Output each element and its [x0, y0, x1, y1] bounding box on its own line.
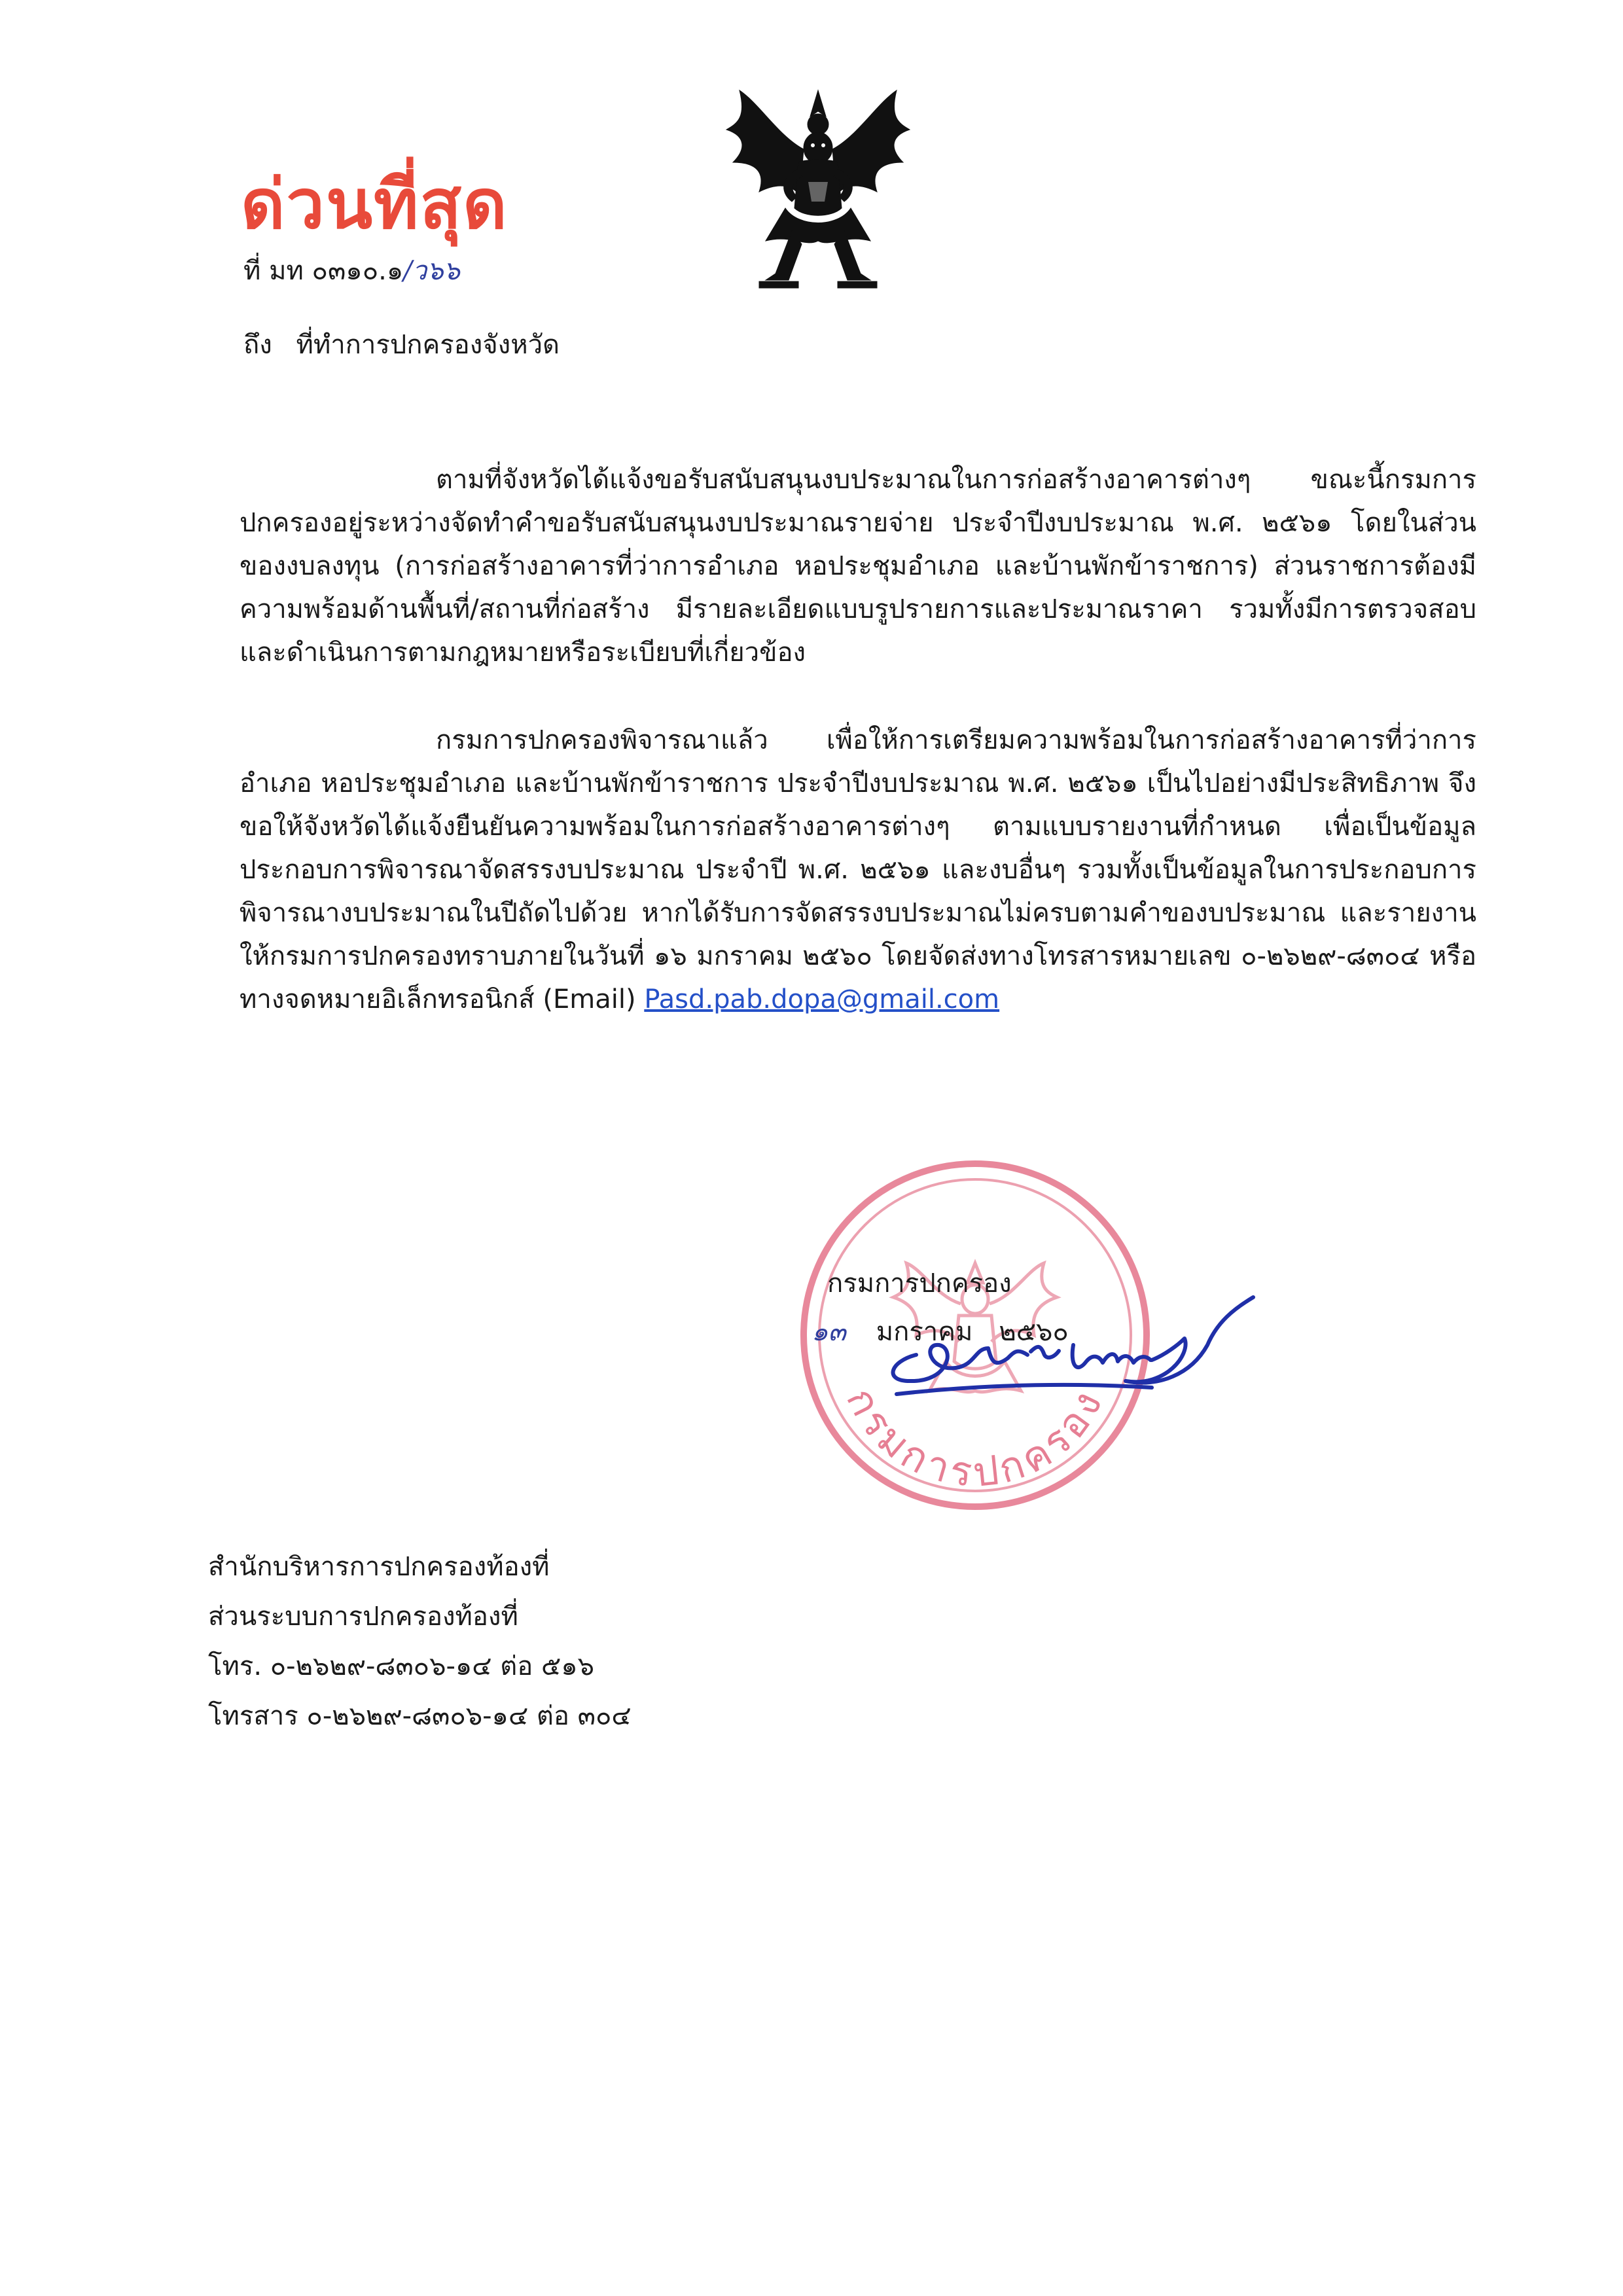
paragraph-2-content — [240, 719, 1476, 1021]
doc-number-printed: ๐๓๑๐.๑ — [312, 256, 404, 286]
footer-fax: โทรสาร ๐-๒๖๒๙-๘๓๐๖-๑๔ ต่อ ๓๐๔ — [208, 1701, 632, 1731]
doc-number-handwritten: /ว๖๖ — [403, 256, 460, 286]
footer-phone: โทร. ๐-๒๖๒๙-๘๓๐๖-๑๔ ต่อ ๕๑๖ — [208, 1651, 595, 1681]
footer-office: สำนักบริหารการปกครองท้องที่ — [208, 1552, 550, 1582]
handwritten-signature — [877, 1283, 1257, 1414]
recipient-line — [243, 323, 560, 365]
document-number — [243, 255, 460, 287]
body-paragraph-1 — [240, 458, 1476, 674]
footer-division: ส่วนระบบการปกครองท้องที่ — [208, 1602, 518, 1632]
paragraph-1-text: ตามที่จังหวัดได้แจ้งขอรับสนับสนุนงบประมาณในการก่อสร้างอาคารต่างๆ ขณะนี้กรมการปกครองอยู่ระหว่างจัดทำคำขอรับสนับสนุนงบประมาณรายจ่าย ประจำปีงบประมาณ พ.ศ. ๒๕๖๑ โดยในส่วนของงบลงทุน (การก่อสร้างอาคารที่ว่าการอำเภอ หอประชุมอำเภอ และบ้านพักข้าราชการ) ส่วนราชการต้องมีความพร้อมด้านพื้นที่/สถานที่ก่อสร้าง มีรายละเอียดแบบรูปรายการและประมาณราคา รวมทั้งมีการตรวจสอบและดำเนินการตามกฎหมายหรือระเบียบที่เกี่ยวข้อง — [240, 465, 1476, 668]
email-link[interactable]: Pasd.pab.dopa@gmail.com — [644, 984, 1000, 1014]
body-paragraph-2 — [240, 719, 1476, 1021]
signatory-organization: กรมการปกครอง — [827, 1268, 1012, 1299]
date-month: มกราคม — [876, 1317, 973, 1347]
to-label: ถึง — [243, 330, 272, 360]
stamp-text: กรมการปกครอง — [836, 1380, 1113, 1497]
paragraph-2-text: กรมการปกครองพิจารณาแล้ว เพื่อให้การเตรียมความพร้อมในการก่อสร้างอาคารที่ว่าการอำเภอ หอประชุมอำเภอ และบ้านพักข้าราชการ ประจำปีงบประมาณ พ.ศ. ๒๕๖๑ เป็นไปอย่างมีประสิทธิภาพ จึงขอให้จังหวัดได้แจ้งยืนยันความพร้อมในการก่อสร้างอาคารต่างๆ ตามแบบรายงานที่กำหนด เพื่อเป็นข้อมูลประกอบการพิจารณาจัดสรรงบประมาณ ประจำปี พ.ศ. ๒๕๖๑ และงบอื่นๆ รวมทั้งเป็นข้อมูลในการประกอบการพิจารณางบประมาณในปีถัดไปด้วย หากได้รับการจัดสรรงบประมาณไม่ครบตามคำของบประมาณ และรายงานให้กรมการปกครองทราบภายในวันที่ ๑๖ มกราคม ๒๕๖๐ โดยจัดส่งทางโทรสารหมายเลข ๐-๒๖๒๙-๘๓๐๔ หรือทางจดหมายอิเล็กทรอนิกส์ (Email) — [240, 725, 1476, 1014]
contact-footer — [208, 1542, 632, 1741]
to-value: ที่ทำการปกครองจังหวัด — [296, 330, 560, 360]
garuda-emblem-icon — [720, 77, 916, 293]
doc-number-label: ที่ มท — [243, 256, 304, 286]
urgency-label: ด่วนที่สุด — [241, 164, 508, 244]
date-day: ๑๓ — [812, 1317, 846, 1347]
date-year: ๒๕๖๐ — [999, 1317, 1069, 1347]
